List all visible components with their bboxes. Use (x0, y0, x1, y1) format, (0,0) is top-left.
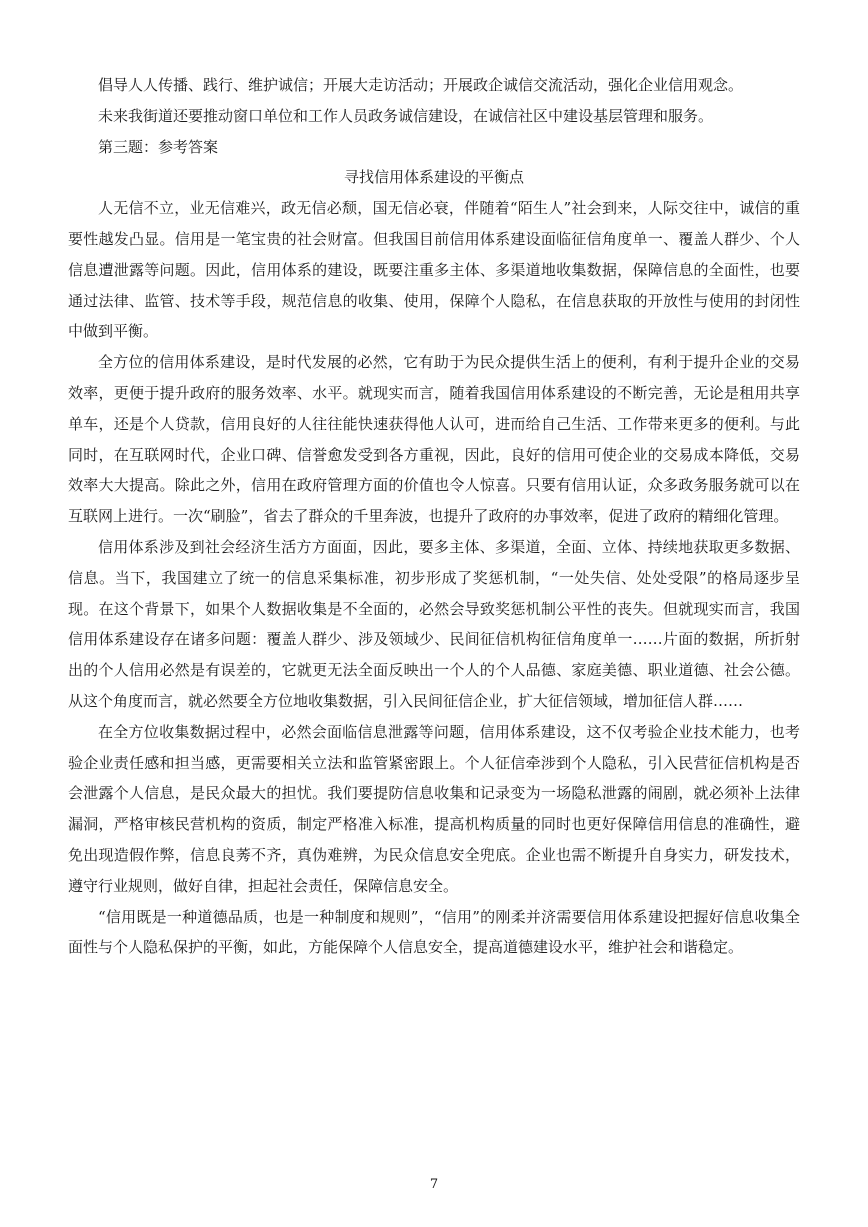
paragraph-street-future-plan: 未来我街道还要推动窗口单位和工作人员政务诚信建设，在诚信社区中建设基层管理和服务。 (98, 106, 714, 125)
question-three-heading: 第三题：参考答案 (98, 137, 219, 156)
essay-paragraph-3: 信用体系涉及到社会经济生活方方面面，因此，要多主体、多渠道，全面、立体、持续地获取更多数据、信息。当下，我国建立了统一的信息采集标准，初步形成了奖惩机制，“一处失信、处处受限”的格局逐步呈现。在这个背景下，如果个人数据收集是不全面的，必然会导致奖惩机制公平性的丧失。但就现实而言，我国信用体系建设存在诸多问题：覆盖人群少、涉及领域少、民间征信机构征信角度单一……片面的数据，所折射出的个人信用必然是有误差的，它就更无法全面反映出一个人的个人品德、家庭美德、职业道德、社会公德。从这个角度而言，就必然要全方位地收集数据，引入民间征信企业，扩大征信领域，增加征信人群…… (68, 537, 800, 710)
essay-paragraph-5: “信用既是一种道德品质，也是一种制度和规则”，“信用”的刚柔并济需要信用体系建设把握好信息收集全面性与个人隐私保护的平衡，如此，方能保障个人信息安全，提高道德建设水平，维护社会和谐稳定。 (68, 907, 800, 957)
paragraph-integrity-advocacy: 倡导人人传播、践行、维护诚信；开展大走访活动；开展政企诚信交流活动，强化企业信用观念。 (98, 76, 744, 94)
page-number: 7 (429, 1177, 439, 1192)
essay-paragraph-1: 人无信不立，业无信难兴，政无信必颓，国无信必衰，伴随着“陌生人”社会到来，人际交往中，诚信的重要性越发凸显。信用是一笔宝贵的社会财富。但我国目前信用体系建设面临征信角度单一、覆盖人群少、个人信息遭泄露等问题。因此，信用体系的建设，既要注重多主体、多渠道地收集数据，保障信息的全面性，也要通过法律、监管、技术等手段，规范信息的收集、使用，保障个人隐私，在信息获取的开放性与使用的封闭性中做到平衡。 (68, 199, 800, 341)
essay-paragraph-4: 在全方位收集数据过程中，必然会面临信息泄露等问题，信用体系建设，这不仅考验企业技术能力，也考验企业责任感和担当感，更需要相关立法和监管紧密跟上。个人征信牵涉到个人隐私，引入民营征信机构是否会泄露个人信息，是民众最大的担忧。我们要提防信息收集和记录变为一场隐私泄露的闹剧，就必须补上法律漏洞，严格审核民营机构的资质，制定严格准入标准，提高机构质量的同时也更好保障信用信息的准确性，避免出现造假作弊，信息良莠不齐，真伪难辨，为民众信息安全兜底。企业也需不断提升自身实力，研发技术，遵守行业规则，做好自律，担起社会责任，保障信息安全。 (68, 722, 800, 895)
essay-title: 寻找信用体系建设的平衡点 (343, 168, 524, 187)
document-page (68, 70, 800, 963)
essay-paragraph-2: 全方位的信用体系建设，是时代发展的必然，它有助于为民众提供生活上的便利，有利于提升企业的交易效率，更便于提升政府的服务效率、水平。就现实而言，随着我国信用体系建设的不断完善，无论是租用共享单车，还是个人贷款，信用良好的人往往能快速获得他人认可，进而给自己生活、工作带来更多的便利。与此同时，在互联网时代，企业口碑、信誉愈发受到各方重视，因此，良好的信用可使企业的交易成本降低，交易效率大大提高。除此之外，信用在政府管理方面的价值也令人惊喜。只要有信用认证，众多政务服务就可以在互联网上进行。一次“刷脸”，省去了群众的千里奔波，也提升了政府的办事效率，促进了政府的精细化管理。 (68, 353, 800, 526)
